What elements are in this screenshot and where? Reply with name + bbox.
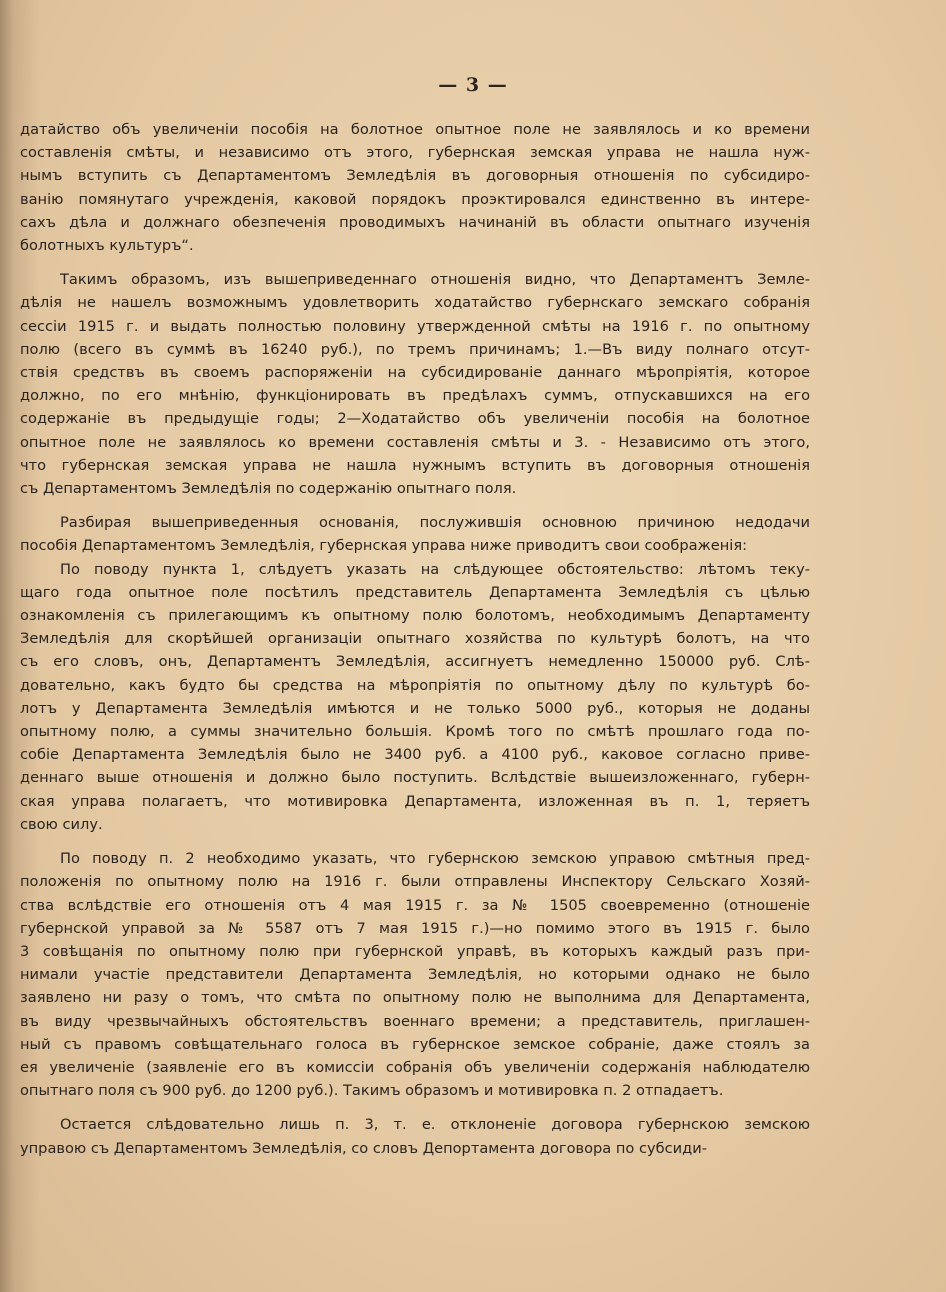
- text-line: въ виду чрезвычайныхъ обстоятельствъ военнаго времени; а представитель, приглашен-: [20, 1012, 810, 1030]
- text-line: Земледѣлiя для скорѣйшей организацiи опытнаго хозяйства по культурѣ болотъ, на что: [20, 630, 810, 648]
- text-line: щаго года опытное поле посѣтилъ представитель Департамента Земледѣлiя съ цѣлью: [20, 583, 810, 601]
- text-line: ея увеличенiе (заявленiе его въ комиссiи собранiя объ увеличенiи содержанiя наблюдателю: [20, 1058, 810, 1076]
- text-line: опытнаго поля съ 900 руб. до 1200 руб.). Такимъ образомъ и мотивировка п. 2 отпадаетъ.: [20, 1082, 724, 1100]
- text-line: довательно, какъ будто бы средства на мѣропрiятiя по опытному дѣлу по культурѣ бо-: [20, 676, 810, 694]
- text-line: ства вслѣдствiе его отношенiя отъ 4 мая 1915 г. за № 1505 своевременно (отношенiе: [20, 896, 810, 914]
- text-line: сахъ дѣла и должнаго обезпеченiя проводимыхъ начинанiй въ области опытнаго изученiя: [20, 213, 810, 231]
- text-line: управою съ Департаментомъ Земледѣлiя, со словъ Депортамента договора по субсиди-: [20, 1139, 707, 1157]
- paragraph-5: [20, 847, 810, 1102]
- text-line: опытному полю, а суммы значительно большiя. Кромѣ того по смѣтѣ прошлаго года по-: [20, 723, 810, 741]
- text-line: что губернская земская управа не нашла нужнымъ вступить въ договорныя отношенiя: [20, 456, 810, 474]
- paragraph-3: [20, 511, 810, 557]
- text-line: должно, по его мнѣнiю, функцiонировать въ предѣлахъ суммъ, отпускавшихся на его: [20, 387, 810, 405]
- text-line: составленiя смѣты, и независимо отъ этого, губернская земская управа не нашла нуж-: [20, 144, 810, 162]
- text-line: собiе Департамента Земледѣлiя было не 3400 руб. а 4100 руб., каковое согласно приве-: [20, 746, 810, 764]
- text-line: Такимъ образомъ, изъ вышеприведеннаго отношенiя видно, что Департаментъ Земле-: [60, 271, 810, 289]
- text-line: ствiя средствъ въ своемъ распоряженiи на субсидированiе даннаго мѣропрiятiя, которое: [20, 364, 810, 382]
- text-line: губернской управой за № 5587 отъ 7 мая 1915 г.)—но помимо этого въ 1915 г. было: [20, 919, 810, 937]
- text-line: лотъ у Департамента Земледѣлiя имѣются и не только 5000 руб., которыя не доданы: [20, 699, 810, 717]
- text-line: заявлено ни разу о томъ, что смѣта по опытному полю не выполнима для Департамента,: [20, 989, 810, 1007]
- paragraph-1: [20, 118, 810, 257]
- text-line: свою силу.: [20, 815, 103, 833]
- document-body: [20, 118, 810, 1160]
- text-line: сессiи 1915 г. и выдать полностью половину утвержденной смѣты на 1916 г. по опытному: [20, 317, 810, 335]
- text-line: съ его словъ, онъ, Департаментъ Земледѣлiя, ассигнуетъ немедленно 150000 руб. Слѣ-: [20, 653, 810, 671]
- text-line: По поводу пункта 1, слѣдуетъ указать на слѣдующее обстоятельство: лѣтомъ теку-: [60, 560, 810, 578]
- text-line: ская управа полагаетъ, что мотивировка Департамента, изложенная въ п. 1, теряетъ: [20, 792, 810, 810]
- text-line: 3 совѣщанiя по опытному полю при губернской управѣ, въ которыхъ каждый разъ при-: [20, 942, 810, 960]
- page-number: — 3 —: [438, 74, 508, 96]
- text-line: болотныхъ культуръ“.: [20, 237, 194, 255]
- text-line: Остается слѣдовательно лишь п. 3, т. е. отклоненiе договора губернскою земскою: [60, 1116, 810, 1134]
- text-line: полю (всего въ суммѣ въ 16240 руб.), по тремъ причинамъ; 1.—Въ виду полнаго отсут-: [20, 340, 810, 358]
- text-line: содержанiе въ предыдущiе годы; 2—Ходатайство объ увеличенiи пособiя на болотное: [20, 410, 810, 428]
- paragraph-4: [20, 558, 810, 836]
- text-line: деннаго выше отношенiя и должно было поступить. Вслѣдствiе вышеизложеннаго, губерн-: [20, 769, 810, 787]
- text-line: ванiю помянутаго учрежденiя, каковой порядокъ проэктировался единственно въ интере-: [20, 190, 810, 208]
- paragraph-6: [20, 1113, 810, 1159]
- text-line: нимали участiе представители Департамента Земледѣлiя, но которыми однако не было: [20, 966, 810, 984]
- text-line: положенiя по опытному полю на 1916 г. были отправлены Инспектору Сельскаго Хозяй-: [20, 873, 810, 891]
- paragraph-2: [20, 268, 810, 500]
- text-line: датайство объ увеличенiи пособiя на болотное опытное поле не заявлялось и ко времени: [20, 121, 810, 138]
- text-line: съ Департаментомъ Земледѣлiя по содержанiю опытнаго поля.: [20, 480, 517, 498]
- text-line: дѣлiя не нашелъ возможнымъ удовлетворить ходатайство губернскаго земскаго собранiя: [20, 294, 810, 312]
- text-line: нымъ вступить съ Департаментомъ Земледѣлiя въ договорныя отношенiя по субсидиро-: [20, 167, 810, 185]
- text-line: опытное поле не заявлялось ко времени составленiя смѣты и 3. - Независимо отъ этого,: [20, 433, 810, 451]
- text-line: По поводу п. 2 необходимо указать, что губернскою земскою управою смѣтныя пред-: [60, 850, 810, 868]
- text-line: ознакомленiя съ прилегающимъ къ опытному полю болотомъ, необходимымъ Департаменту: [20, 607, 810, 625]
- text-line: ный съ правомъ совѣщательнаго голоса въ губернское земское собранiе, даже стоялъ за: [20, 1035, 810, 1053]
- text-line: Разбирая вышеприведенныя основанiя, послужившiя основною причиною недодачи: [60, 514, 810, 532]
- text-line: пособiя Департаментомъ Земледѣлiя, губернская управа ниже приводитъ свои соображенiя:: [20, 537, 748, 555]
